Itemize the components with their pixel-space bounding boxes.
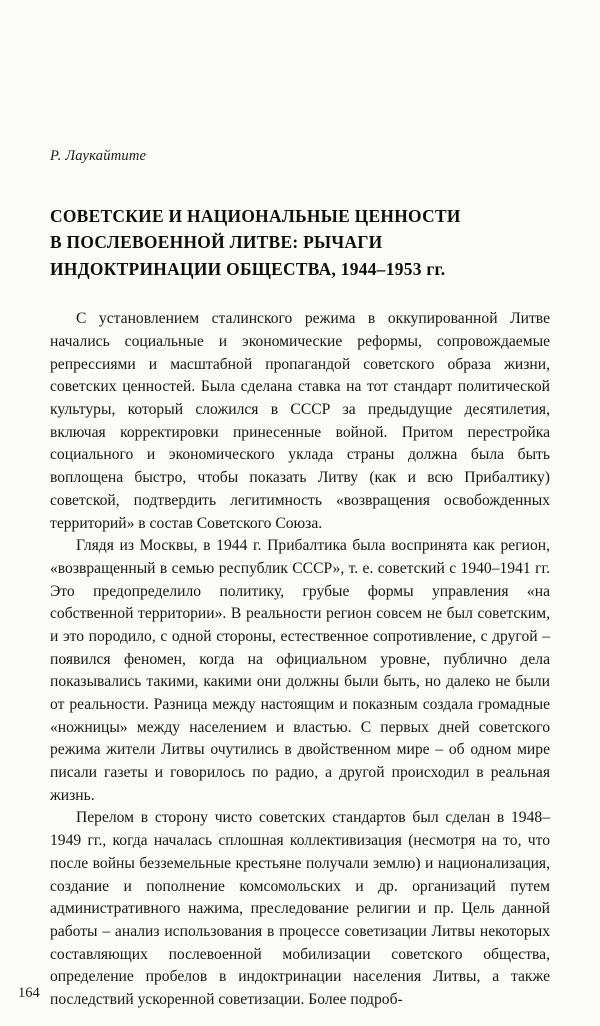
title-line-2: В ПОСЛЕВОЕННОЙ ЛИТВЕ: РЫЧАГИ: [50, 232, 383, 253]
page-content: [50, 148, 550, 1012]
author-name: Р. Лаукайтите: [50, 148, 147, 164]
paragraph: С установлением сталинского режима в оккупированной Литве начались социальные и экономические реформы, сопровождаемые репрессиями и масштабной пропагандой советского образа жизни, советских ценностей. Была сделана ставка на тот стандарт политической культуры, который сложился в СССР за предыдущие десятилетия, включая корректировки принесенные войной. Притом перестройка социального и экономического уклада страны должна была быть воплощена быстро, чтобы показать Литву (как и всю Прибалтику) советской, подтвердить легитимность «возвращения освобожденных территорий» в состав Советского Союза.: [50, 310, 550, 532]
title-line-1: СОВЕТСКИЕ И НАЦИОНАЛЬНЫЕ ЦЕННОСТИ: [50, 206, 461, 226]
paragraph: Глядя из Москвы, в 1944 г. Прибалтика была воспринята как регион, «возвращенный в семью республик СССР», т. е. советский с 1940–1941 гг. Это предопределило политику, грубые формы управления «на собственной территории». В реальности регион совсем не был советским, и это породило, с одной стороны, естественное сопротивление, с другой – появился феномен, когда на официальном уровне, публично дела показывались такими, какими они должны были быть, но далеко не были от реальности. Разница между настоящим и показным создала громадные «ножницы» между населением и властью. С первых дней советского режима жители Литвы очутились в двойственном мире – об одном мире писали газеты и говорилось по радио, а другой происходил в реальная жизнь.: [50, 537, 550, 804]
paragraph: Перелом в сторону чисто советских стандартов был сделан в 1948–1949 гг., когда началась сплошная коллективизация (несмотря на то, что после войны безземельные крестьяне получали землю) и национализация, создание и пополнение комсомольских и др. организаций путем административного нажима, преследование религии и пр. Цель данной работы – анализ использования в процессе советизации Литвы некоторых составляющих послевоенной мобилизации советского общества, определение пробелов в индоктринации населения Литвы, а также последствий ускоренной советизации. Более подроб-: [50, 809, 550, 1008]
title-line-3: ИНДОКТРИНАЦИИ ОБЩЕСТВА, 1944–1953 гг.: [50, 258, 446, 279]
page-title: [50, 203, 550, 282]
body-text: [50, 308, 550, 1011]
page-number: 164: [18, 985, 40, 1001]
